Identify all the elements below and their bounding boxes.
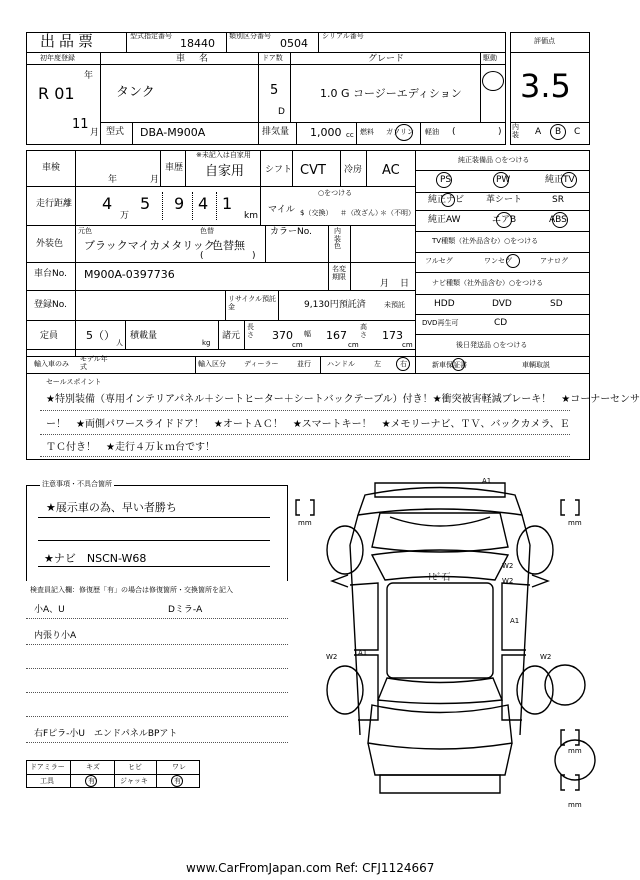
car-name: タンク: [116, 85, 155, 100]
mile-unknown: ＊（不明）: [380, 209, 415, 217]
hei-cm: cm: [402, 341, 413, 349]
diag-w2-left: W2: [326, 653, 338, 661]
import-parallel: 並行: [297, 360, 311, 368]
handle-left: 左: [374, 360, 381, 368]
navi-dvd-play: DVD再生可: [422, 319, 459, 327]
mile-changed: ＃（改ざん）: [340, 209, 382, 217]
navi-title: ナビ種類（社外品含む）○をつける: [432, 279, 544, 287]
recycle-value: 9,130円預託済: [304, 300, 366, 310]
doc-title: 出品票: [40, 32, 98, 50]
fuel-circle: [395, 124, 413, 141]
legend-crack: ヒビ: [128, 763, 142, 771]
interior-a: A: [535, 127, 542, 137]
later-manual: 車輌取説: [522, 361, 550, 369]
inspect-title: 検査員記入欄：修復歴「有」の場合は修復箇所・交換箇所を記入: [30, 586, 233, 594]
disp-unit: cc: [346, 131, 354, 139]
handle-label: ハンドル: [327, 360, 355, 368]
notes-line2: ★ナビ NSCN-W68: [44, 552, 147, 565]
door-count: 5: [270, 83, 279, 98]
len-label: 長さ: [247, 323, 254, 339]
year-unit: 年: [84, 71, 94, 81]
inspect-line1a: 小A、U: [34, 605, 65, 615]
equip-pw-circle: [493, 172, 509, 188]
later-warranty-circle: [452, 358, 465, 371]
model-value: DBA-M900A: [140, 126, 206, 139]
grade-value: 1.0 G コージーエディション: [320, 87, 462, 100]
handle-right: 右: [400, 360, 407, 368]
hei-label: 高さ: [360, 323, 367, 339]
hei-value: 173: [382, 329, 403, 342]
model-label: 型式: [106, 127, 125, 137]
tv-fullseg: フルセグ: [425, 257, 453, 265]
ruibetsu-value: 0504: [280, 37, 308, 50]
door-type: D: [278, 107, 285, 117]
exterior-label: 外装色: [36, 239, 64, 249]
car-use-label: 車歴: [165, 163, 184, 173]
mile-digit-5: 1: [222, 194, 233, 213]
orig-color-label: 元色: [78, 227, 92, 235]
navi-hdd: HDD: [434, 299, 455, 309]
legend-jack-yes: 有: [174, 777, 181, 785]
fuel-label: 燃料: [360, 128, 374, 136]
score-label: 評価点: [534, 37, 555, 45]
first-reg-label: 初年度登録: [40, 54, 75, 62]
equip-airbag-circle: [496, 212, 512, 228]
equip-leather: 革シート: [486, 195, 523, 205]
mileage-label: 走行距離: [36, 199, 73, 209]
color-change-label: 色替: [200, 227, 214, 235]
later-warranty: 新車保証書: [432, 361, 467, 369]
chassis-label: 車台No.: [34, 269, 67, 279]
inspect-line1b: Dミラ-A: [168, 605, 203, 615]
grade-label: グレード: [368, 54, 405, 64]
fuel-diesel: 軽油: [425, 128, 439, 136]
legend-scratch: キズ: [86, 763, 100, 771]
color-no-label: カラーNo.: [270, 227, 312, 237]
diag-w2-b: W2: [502, 577, 514, 585]
fuel-gas: ガソリン: [386, 128, 414, 136]
shaken-year-unit: 年: [108, 175, 118, 185]
interior-circle: [550, 124, 566, 140]
notes-line1: ★展示車の為、早い者勝ち: [46, 501, 177, 514]
interior-color-label: 内装色: [334, 227, 341, 251]
diag-a1-left: A1: [358, 649, 368, 657]
tv-oneseg-circle: [506, 254, 520, 268]
shift-label: シフト: [265, 165, 293, 175]
chassis-value: M900A-0397736: [84, 268, 175, 281]
equip-ps: PS: [440, 175, 452, 185]
shitei-value: 18440: [180, 37, 215, 50]
not-deposit: 未預託: [384, 301, 405, 309]
diag-chip: ﾄﾋﾞ石: [428, 573, 451, 583]
mile-digit-1: 4: [102, 194, 113, 213]
first-reg-year: R 01: [38, 84, 75, 103]
cool-value: AC: [382, 163, 400, 178]
equip-navi-circle: [441, 193, 455, 207]
tv-title: TV種類（社外品含む）○をつける: [432, 237, 539, 245]
navi-dvd: DVD: [492, 299, 512, 309]
model-year-label: モデル年式: [80, 355, 108, 371]
inspect-line3: 右Fピラ-小U エンドパネルBPアト: [34, 729, 178, 739]
handle-circle: [396, 357, 410, 371]
import-dealer: ディーラー: [244, 360, 279, 368]
color-change-value: 色替無: [212, 239, 245, 252]
footer-ref: www.CarFromJapan.com Ref: CFJ1124667: [186, 861, 435, 875]
month-unit: 月: [90, 128, 100, 138]
equip-ps-circle: [436, 172, 452, 188]
shitei-label: 型式指定番号: [130, 32, 172, 40]
wid-value: 167: [326, 329, 347, 342]
navi-sd: SD: [550, 299, 563, 309]
ruibetsu-label: 類別区分番号: [229, 32, 271, 40]
equip-abs: ABS: [549, 215, 567, 225]
legend-tools: 工具: [40, 777, 54, 785]
shaken-month-unit: 月: [150, 175, 160, 185]
sales-line3: ＴＣ付き！ ★走行４万ｋｍ台です！: [46, 442, 215, 453]
mm-1: mm: [298, 519, 312, 527]
wid-cm: cm: [348, 341, 359, 349]
mm-3: mm: [568, 747, 582, 755]
import-div-label: 輸入区分: [198, 360, 226, 368]
legend-tools-yes: 有: [88, 777, 95, 785]
interior-b: B: [555, 127, 562, 137]
equip-tv-circle: [561, 172, 577, 188]
name-change-label: 名変期限: [332, 265, 346, 282]
car-name-label: 車名: [176, 54, 223, 64]
inspect-line2: 内張り小A: [34, 631, 77, 641]
len-value: 370: [272, 329, 293, 342]
equip-aw: 純正AW: [428, 215, 461, 225]
navi-cd: CD: [494, 318, 508, 328]
score-value: 3.5: [520, 67, 571, 105]
mile-units: マイル: [268, 205, 295, 215]
mile-man: 万: [120, 211, 130, 221]
load-label: 積載量: [130, 331, 158, 341]
cap-value: 5（）: [86, 329, 115, 342]
mile-km: km: [244, 211, 258, 221]
cap-unit: 人: [116, 339, 123, 347]
sales-line2: ー！ ★両側パワースライドドア！ ★オートＡＣ！ ★スマートキー！ ★メモリーナビ、ＴＶ、バックカメラ、Ｅ: [46, 419, 570, 430]
mile-mark-note: ○をつける: [318, 189, 353, 197]
tv-analog: アナログ: [540, 257, 568, 265]
equip-navi: 純正ナビ: [428, 195, 465, 205]
name-change-month: 月: [380, 279, 390, 289]
load-unit: kg: [202, 339, 211, 347]
diag-a1-top: A1: [482, 477, 492, 485]
reg-label: 登録No.: [34, 300, 67, 310]
sales-label: セールスポイント: [46, 378, 102, 386]
mile-digit-4: 4: [198, 194, 209, 213]
tv-oneseg: ワンセグ: [484, 257, 512, 265]
diag-w2-a: W2: [502, 562, 514, 570]
wid-label: 幅: [304, 330, 311, 338]
interior-c: C: [574, 127, 581, 137]
later-title: 後日発送品 ○をつける: [456, 341, 528, 349]
equip-pw: PW: [496, 175, 511, 185]
import-label: 輸入車のみ: [34, 360, 69, 368]
drive-label: 駆動: [483, 54, 497, 62]
dim-label: 諸元: [222, 331, 241, 341]
legend-mirror: ドアミラー: [30, 763, 65, 771]
notes-title: 注意事項・不具合箇所: [42, 480, 112, 488]
recycle-label: リサイクル預託金: [228, 295, 277, 312]
diag-a1-right: A1: [510, 617, 520, 625]
mm-4: mm: [568, 801, 582, 809]
equip-tv: 純正TV: [545, 175, 575, 185]
car-use-value: 自家用: [205, 164, 245, 179]
equip-sr: SR: [552, 195, 564, 205]
mile-exchange: $（交換）: [300, 209, 333, 217]
len-cm: cm: [292, 341, 303, 349]
cool-label: 冷房: [344, 165, 363, 175]
disp-label: 排気量: [262, 127, 290, 137]
drive-circle: [482, 71, 504, 91]
exterior-color: ブラックマイカメタリック: [84, 239, 215, 252]
diag-w2-right: W2: [540, 653, 552, 661]
disp-value: 1,000: [310, 126, 342, 139]
door-label: ドア数: [262, 54, 283, 62]
mile-digit-2: 5: [140, 194, 151, 213]
interior-label: 内装: [512, 123, 519, 139]
legend-jack: ジャッキ: [120, 777, 148, 785]
mile-digit-3: 9: [174, 194, 185, 213]
first-reg-month: 11: [72, 117, 89, 132]
car-use-note: ※未記入は自家用: [196, 151, 251, 159]
shaken-label: 車検: [42, 163, 61, 173]
equip-title: 純正装備品 ○をつける: [458, 156, 530, 164]
equip-airbag: エアB: [492, 215, 517, 225]
serial-label: シリアル番号: [322, 32, 364, 40]
equip-abs-circle: [552, 212, 568, 228]
shift-value: CVT: [300, 163, 326, 178]
legend-break: ワレ: [172, 763, 186, 771]
sales-line1: ★特別装備（専用インテリアパネル＋シートヒーター＋シートバックテーブル）付き！★衝突被害軽減ブレーキ！ ★コーナーセンサ: [46, 394, 640, 405]
car-damage-diagram: [290, 475, 600, 815]
cap-label: 定員: [40, 331, 59, 341]
mm-2: mm: [568, 519, 582, 527]
